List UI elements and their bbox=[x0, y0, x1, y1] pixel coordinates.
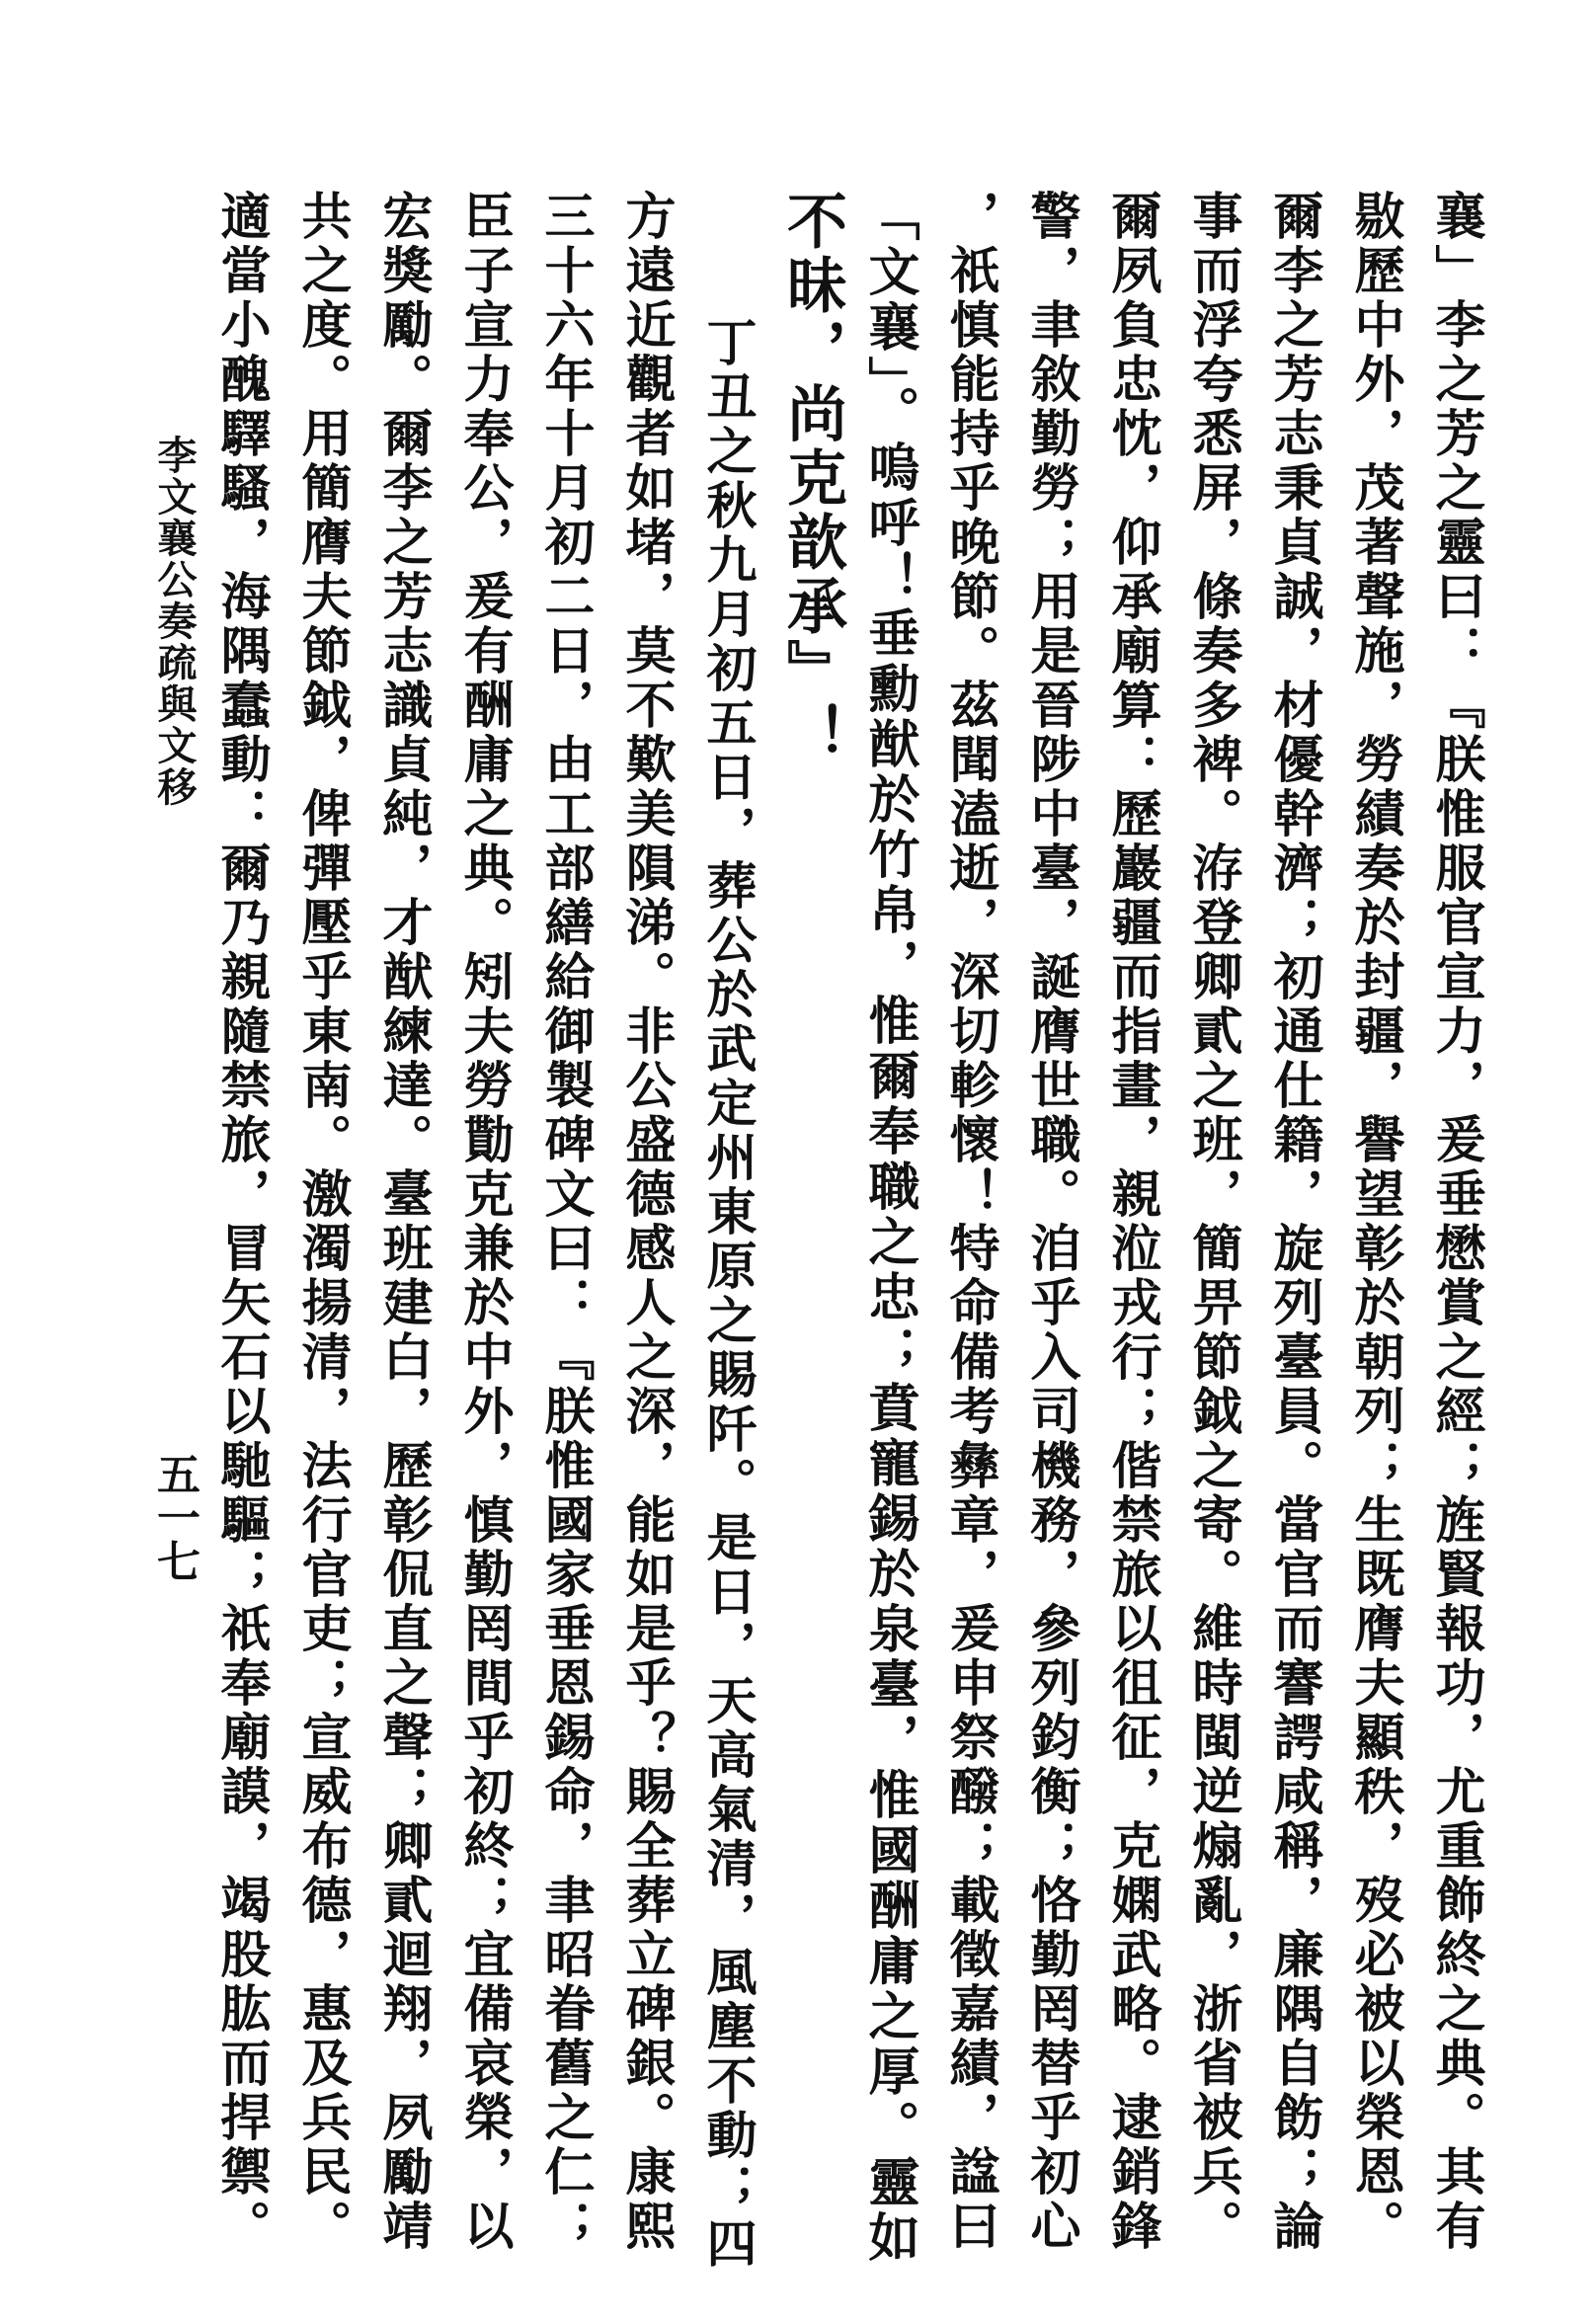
running-title: 李文襄公奏疏與文移 bbox=[151, 435, 198, 808]
text-column: 三十六年十月初二日，由工部繕給御製碑文曰：『朕惟國家垂恩錫命，聿昭眷舊之仁； bbox=[535, 190, 595, 2254]
text-column: 襄」李之芳之靈曰：『朕惟服官宣力，爰垂懋賞之經；旌賢報功，尤重飾終之典。其有 bbox=[1426, 190, 1485, 2254]
text-column: 宏獎勵。爾李之芳志識貞純，才猷練達。臺班建白，歷彰侃直之聲；卿貳迴翔，夙勵靖 bbox=[373, 190, 433, 2254]
text-column: 事而浮夸悉屏，條奏多裨。洊登卿貳之班，簡畀節鉞之寄。維時閩逆煽亂，浙省被兵。 bbox=[1183, 190, 1242, 2254]
text-column: 爾夙負忠忱，仰承廟算：歷巖疆而指畫，親涖戎行；偕禁旅以徂征，克嫻武略。逮銷鋒 bbox=[1102, 190, 1161, 2254]
text-column: ，祇慎能持乎晚節。茲聞溘逝，深切軫懷！特命備考彝章，爰申祭醱；載徵嘉績，諡曰 bbox=[940, 190, 999, 2254]
text-column: 方遠近觀者如堵，莫不歎美隕涕。非公盛德感人之深，能如是乎？賜全葬立碑銀。康熙 bbox=[616, 190, 676, 2254]
text-column: 不昧，尚克歆承』！ bbox=[777, 190, 847, 767]
text-column: 爾李之芳志秉貞誠，材優幹濟；初通仕籍，旋列臺員。當官而謇諤咸稱，廉隅自飭；論 bbox=[1264, 190, 1323, 2254]
text-column: 警，聿敘勤勞；用是晉陟中臺，誕膺世職。洎乎入司機務，參列鈞衡；恪勤罔替乎初心 bbox=[1021, 190, 1080, 2254]
text-column: 敭歷中外，茂著聲施，勞績奏於封疆，譽望彰於朝列；生既膺夫顯秩，歿必被以榮恩。 bbox=[1345, 190, 1404, 2254]
text-column: 「文襄」。嗚呼！垂勳猷於竹帛，惟爾奉職之忠；賁寵錫於泉臺，惟國酬庸之厚。靈如 bbox=[859, 190, 919, 2266]
text-column: 臣子宣力奉公，爰有酬庸之典。矧夫勞勩克兼於中外，慎勤罔間乎初終；宜備哀榮，以 bbox=[454, 190, 514, 2254]
text-column: 共之度。用簡膺夫節鉞，俾彈壓乎東南。激濁揚清，法行官吏；宣威布德，惠及兵民。 bbox=[292, 190, 352, 2254]
text-column: 適當小醜驛騷，海隅蠢動：爾乃親隨禁旅，冒矢石以馳驅；祇奉廟謨，竭股肱而捍禦。 bbox=[211, 190, 271, 2254]
page-number: 五一七 bbox=[149, 1452, 200, 1582]
text-column: 丁丑之秋九月初五日，葬公於武定州東原之賜阡。是日，天高氣清，風塵不動；四 bbox=[697, 316, 757, 2272]
